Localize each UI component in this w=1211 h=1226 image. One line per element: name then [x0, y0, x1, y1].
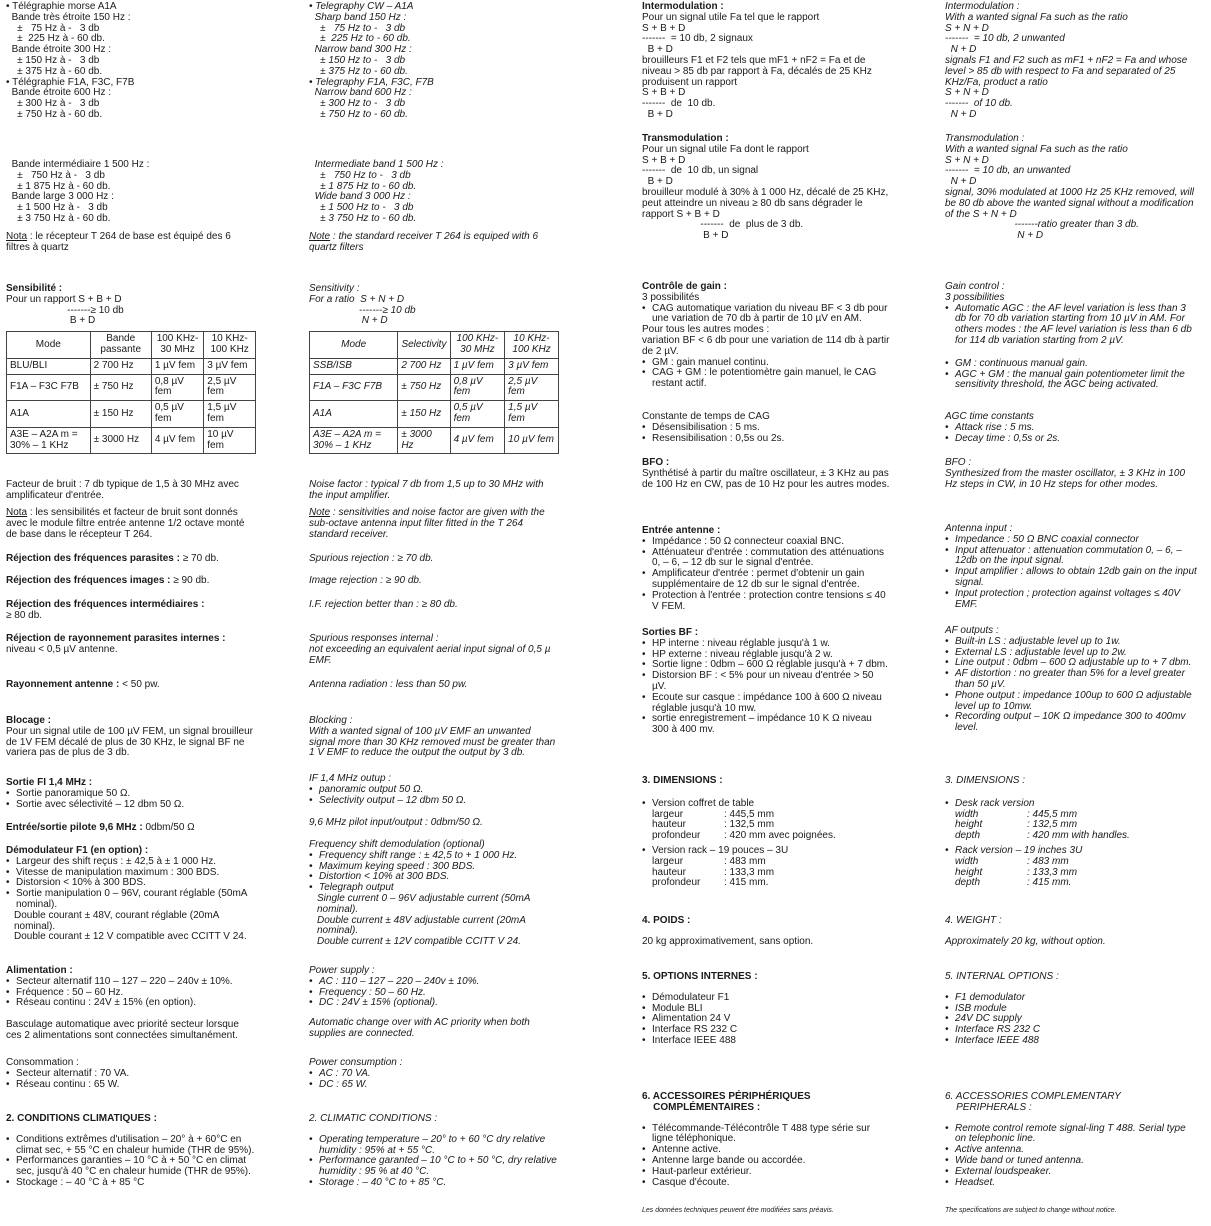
- bullet-item: • AF distortion : no greater than 5% for a level greater than 50 µV.: [945, 669, 1197, 691]
- footnote-en: The specifications are subject to change without notice.: [945, 1207, 1117, 1214]
- telegraphy-block: [6, 2, 256, 121]
- text-line: ± 1 875 Hz à - 60 db.: [6, 180, 111, 192]
- weight-section: 4. POIDS : 20 kg approximativement, sans option.: [642, 915, 814, 947]
- table-cell: 4 µV fem: [151, 427, 203, 454]
- text-line: ± 1 500 Hz to - 3 db: [309, 202, 414, 214]
- blocking-section: Blocage : Pour un signal utile de 100 µV FEM, un signal brouilleur de 1V FEM décalé de plus de 30 KHz, le signal BF ne variera pas de plus de 3 db.: [6, 715, 256, 759]
- text-line: ± 3 750 Hz to - 60 db.: [309, 212, 417, 224]
- bullet-item: • Built-in LS : adjustable level up to 1w.: [945, 637, 1197, 648]
- bullet-item: • HP interne : niveau réglable jusqu'à 1 w.: [642, 639, 890, 650]
- internal-options-section-en: 5. INTERNAL OPTIONS : • F1 demodulator • ISB module • 24V DC supply • Interface RS 232 C • Interface IEEE 488: [945, 972, 1197, 1044]
- transmodulation-section-en: Transmodulation : With a wanted signal Fa such as the ratio S + N + D ------- = 10 db, an unwanted N + D signal, 30% modulated at 1000 Hz 25 KHz removed, will be 80 db above the wanted signal without a modification of the S + N + D -------ratio greater than 3 db. N + D: [945, 133, 1195, 242]
- fsd-section-en: Frequency shift demodulation (optional) • Frequency shift range : ± 42,5 to + 1 000 Hz. • Maximum keying speed : 300 BDS. • Distortion < 10% at 300 BDS. • Telegraph output Single current 0 – 96V adjustable current (50mA nominal). Double current ± 48V adjustable current (20mA nominal). Double current ± 12V compatible CCITT V 24.: [309, 840, 559, 948]
- sensitivity-title-en: Sensitivity :: [309, 283, 360, 294]
- table-cell: 0,5 µV fem: [151, 401, 203, 428]
- sensitivity-note: Nota : les sensibilités et facteur de bruit sont donnés avec le module filtre entrée antenne 1/2 octave monté de base dans le récepteur T 264.: [6, 507, 245, 540]
- af-outputs-section-en: AF outputs : • Built-in LS : adjustable level up to 1w. • External LS : adjustable level up to 2w. • Line output : 0dbm – 600 Ω adjustable up to + 7 dbm. • AF distortion : no greater than 5% for a level greater than 50 µV. • Phone output : impedance 100up to 600 Ω adjustable level up to 10mw. • Recording output – 10K Ω impedance 300 to 400mv level.: [945, 626, 1197, 734]
- bullet-item: • Remote control remote signal-ling T 488. Serial type on telephonic line.: [945, 1124, 1197, 1146]
- dimension-label: profondeur: [652, 877, 701, 889]
- bullet-item: • Démodulateur F1: [642, 993, 890, 1004]
- bullet-item: • Recording output – 10K Ω impedance 300 to 400mv level.: [945, 712, 1197, 734]
- bullet-item: • Resensibilisation : 0,5s ou 2s.: [642, 434, 890, 445]
- dimension-value: : 445,5 mm: [724, 808, 775, 820]
- table-cell: 1,5 µV fem: [505, 401, 559, 428]
- text-line: ± 75 Hz to - 3 db: [309, 22, 406, 34]
- climatic-section-en: 2. CLIMATIC CONDITIONS : • Operating temperature – 20° to + 60 °C dry relative humidity : 95% at + 55 °C. • Performance garanted – 10 °C to + 50 °C, dry relative humidity : 95 % at 40 °C. • Storage : – 40 °C to + 85 °C.: [309, 1114, 559, 1189]
- text-line: ± 750 Hz à - 60 db.: [6, 108, 103, 120]
- bullet-item: • Frequency shift range : ± 42,5 to + 1 000 Hz.: [309, 851, 559, 862]
- telegraphy-block-en: [309, 2, 559, 121]
- column-header: 10 KHz-100 KHz: [505, 332, 559, 359]
- text-line: Double current ± 48V adjustable current (20mA nominal).: [317, 914, 529, 937]
- bullet-item: • Distorsion < 10% à 300 BDS.: [6, 878, 256, 889]
- table-row: [7, 401, 256, 428]
- bullet-item: • DC : 65 W.: [309, 1080, 559, 1091]
- table-cell: A1A: [310, 401, 398, 428]
- bullet-item: • Impédance : 50 Ω connecteur coaxial BNC.: [642, 537, 890, 548]
- dimension-value: : 420 mm avec poignées.: [724, 830, 836, 842]
- text-line: • Télégraphie F1A, F3C, F7B: [6, 76, 135, 88]
- bullet-item: • 24V DC supply: [945, 1014, 1197, 1025]
- bullet-item: • Conditions extrêmes d'utilisation – 20° à + 60°C en climat sec, + 55 °C en chaleur humide (THR de 95%).: [6, 1135, 256, 1157]
- sensitivity-ratio: [6, 295, 256, 327]
- text-line: ± 1 875 Hz to - 60 db.: [309, 180, 417, 192]
- bullet-item: • Selectivity output – 12 dbm 50 Ω.: [309, 796, 559, 807]
- bullet-item: • AC : 70 VA.: [309, 1069, 559, 1080]
- bullet-item: • Secteur alternatif : 70 VA.: [6, 1069, 256, 1080]
- table-cell: ± 3000 Hz: [90, 427, 151, 454]
- text-line: • Telegraphy CW – A1A: [309, 1, 414, 12]
- bullet-item: • Module BLI: [642, 1004, 890, 1015]
- dimensions-section: 3. DIMENSIONS : • Version coffret de table largeur : 445,5 mm hauteur : 132,5 mm profondeur : 420 mm avec poignées. • Version rack – 19 pouces – 3U largeur : 483 mm hauteur : 133,3 mm profondeur : 415 mm.: [642, 776, 890, 889]
- image-rejection: Réjection des fréquences images : ≥ 90 db.: [6, 575, 210, 586]
- text-line: ± 750 Hz to - 3 db: [309, 169, 411, 181]
- f1-demodulator-section: Démodulateur F1 (en option) : • Largeur des shift reçus : ± 42,5 à ± 1 000 Hz. • Vitesse de manipulation maximum : 300 BDS. • Distorsion < 10% à 300 BDS. • Sortie manipulation 0 – 96V, courant réglable (50mA nominal). Double courant ± 48V, courant réglable (20mA nominal). Double courant ± 12 V compatible avec CCITT V 24.: [6, 846, 256, 943]
- bullet-item: • AC : 110 – 127 – 220 – 240v ± 10%.: [309, 977, 559, 988]
- bullet-item: • Decay time : 0,5s or 2s.: [945, 434, 1197, 445]
- table-cell: 10 µV fem: [204, 427, 256, 454]
- table-cell: 1 µV fem: [151, 358, 203, 374]
- text-line: Double courant ± 48V, courant réglable (20mA nominal).: [14, 909, 222, 932]
- bullet-item: • Fréquence : 50 – 60 Hz.: [6, 988, 256, 999]
- intermodulation-section-en: Intermodulation : With a wanted signal Fa such as the ratio S + N + D ------- = 10 db, 2 unwanted N + D signals F1 and F2 such as mF1 + nF2 = Fa and whose level > 85 db with respect to Fa and separated of 25 KHz/Fa, product a ratio S + N + D ------- of 10 db. N + D: [945, 1, 1188, 120]
- bullet-item: • HP externe : niveau réglable jusqu'à 2 w.: [642, 650, 890, 661]
- bullet-item: • Input attenuator : attenuation commutation 0, – 6, – 12db on the input signal.: [945, 546, 1197, 568]
- bullet-item: • Automatic AGC : the AF level variation is less than 3 db for 70 db variation starting from 10 µV in AM. For others modes : the AF level variation is less than 6 db for 114 db variation starting from 2 µV.: [945, 304, 1197, 347]
- bullet-item: • GM : continuous manual gain.: [945, 359, 1197, 370]
- bullet-item: • Line output : 0dbm – 600 Ω adjustable up to + 7 dbm.: [945, 658, 1197, 669]
- text-line: • Télégraphie morse A1A: [6, 1, 117, 12]
- text-line: ± 225 Hz à - 60 db.: [6, 33, 105, 45]
- bullet-item: • Alimentation 24 V: [642, 1014, 890, 1025]
- antenna-radiation-en: Antenna radiation : less than 50 pw.: [309, 679, 468, 690]
- bullet-item: • External LS : adjustable level up to 2w.: [945, 648, 1197, 659]
- table-row: [310, 358, 559, 374]
- table-cell: ± 3000 Hz: [398, 427, 450, 454]
- spurious-internal-en: Spurious responses internal : not exceeding an equivalent aerial input signal of 0,5 µ EMF.: [309, 633, 551, 666]
- bfo-section-en: BFO : Synthesized from the master oscillator, ± 3 KHz in 100 Hz steps in CW, in 10 Hz steps for other modes.: [945, 457, 1188, 490]
- column-header: Mode: [310, 332, 398, 359]
- dimension-label: hauteur: [652, 866, 686, 878]
- internal-radiation: Réjection de rayonnement parasites internes : niveau < 0,5 µV antenne.: [6, 633, 226, 655]
- text-line: Double courant ± 12 V compatible avec CCITT V 24.: [14, 931, 247, 943]
- bullet-item: • Protection à l'entrée : protection contre tensions ≤ 40 V FEM.: [642, 591, 890, 613]
- table-row: [310, 427, 559, 454]
- dimension-label: width: [955, 855, 979, 867]
- intermediate-band-block: [6, 160, 256, 225]
- bullet-item: • Headset.: [945, 1178, 1197, 1189]
- if-rejection-en: I.F. rejection better than : ≥ 80 db.: [309, 599, 458, 610]
- table-cell: 2 700 Hz: [90, 358, 151, 374]
- text-line: N + D: [309, 315, 388, 327]
- accessories-section-en: 6. ACCESSORIES COMPLEMENTARY PERIPHERALS : • Remote control remote signal-ling T 488. Serial type on telephonic line. • Active antenna. • Wide band or tuned antenna. • External loudspeaker. • Headset.: [945, 1092, 1197, 1188]
- column-header: 100 KHz-30 MHz: [450, 332, 505, 359]
- bullet-item: • Casque d'écoute.: [642, 1178, 890, 1189]
- table-cell: 0,8 µV fem: [151, 374, 203, 401]
- noise-factor-en: Noise factor : typical 7 db from 1,5 up to 30 MHz with the input amplifier.: [309, 479, 544, 501]
- text-line: Narrow band 600 Hz :: [309, 87, 412, 99]
- bullet-item: • Réseau continu : 24V ± 15% (en option).: [6, 998, 256, 1009]
- consumption-section: Consommation : • Secteur alternatif : 70 VA. • Réseau continu : 65 W.: [6, 1058, 256, 1090]
- table-cell: 3 µV fem: [204, 358, 256, 374]
- text-line: Wide band 3 000 Hz :: [309, 191, 411, 203]
- dimensions-section-en: 3. DIMENSIONS : • Desk rack version width : 445,5 mm height : 132,5 mm depth : 420 mm with handles. • Rack version – 19 inches 3U width : 483 mm height : 133,3 mm depth : 415 mm.: [945, 776, 1197, 889]
- dimension-value: : 445,5 mm: [1027, 808, 1078, 820]
- dimension-label: height: [955, 819, 983, 831]
- if-output-section-en: IF 1,4 MHz outup : • panoramic output 50 Ω. • Selectivity output – 12 dbm 50 Ω.: [309, 774, 559, 806]
- bullet-item: • Input amplifier : allows to obtain 12db gain on the input signal.: [945, 567, 1197, 589]
- bullet-item: • Sortie panoramique 50 Ω.: [6, 789, 256, 800]
- antenna-input-section-en: Antenna input : • Impedance : 50 Ω BNC coaxial connector • Input attenuator : attenuation commutation 0, – 6, – 12db on the input signal. • Input amplifier : allows to obtain 12db gain on the input signal. • Input protection ; protection against voltages ≤ 40V EMF.: [945, 524, 1197, 610]
- text-line: ± 1 500 Hz à - 3 db: [6, 202, 108, 214]
- bullet-item: • Wide band or tuned antenna.: [945, 1156, 1197, 1167]
- footnote: Les données techniques peuvent être modifiées sans préavis.: [642, 1207, 834, 1214]
- bullet-item: • Interface IEEE 488: [945, 1036, 1197, 1044]
- table-cell: SSB/ISB: [310, 358, 398, 374]
- bullet-item: • Frequency : 50 – 60 Hz.: [309, 988, 559, 999]
- table-cell: 10 µV fem: [505, 427, 559, 454]
- bullet-item: • sortie enregistrement – impédance 10 K Ω niveau 300 à 400 mv.: [642, 714, 890, 736]
- text-line: ± 375 Hz to - 60 db.: [309, 65, 408, 77]
- text-line: ± 150 Hz à - 3 db: [6, 54, 100, 66]
- text-line: ± 3 750 Hz à - 60 db.: [6, 212, 111, 224]
- transmodulation-section: Transmodulation : Pour un signal utile Fa dont le rapport S + B + D ------- de 10 db, un signal B + D brouilleur modulé à 30% à 1 000 Hz, décalé de 25 KHz, peut atteindre un niveau ≥ 80 db sans dégrader le rapport S + B + D ------- de plus de 3 db. B + D: [642, 133, 889, 242]
- text-line: Bande très étroite 150 Hz :: [6, 11, 131, 23]
- column-header: 10 KHz-100 KHz: [204, 332, 256, 359]
- text-line: ± 375 Hz à - 60 db.: [6, 65, 103, 77]
- dimension-label: largeur: [652, 808, 684, 820]
- bullet-item: • Vitesse de manipulation maximum : 300 BDS.: [6, 868, 256, 879]
- consumption-section-en: Power consumption : • AC : 70 VA. • DC : 65 W.: [309, 1058, 559, 1090]
- bullet-item: • Active antenna.: [945, 1145, 1197, 1156]
- sensitivity-table: [6, 331, 256, 454]
- dimension-label: largeur: [652, 855, 684, 867]
- table-row: [7, 358, 256, 374]
- text-line: Single current 0 – 96V adjustable current (50mA nominal).: [317, 892, 533, 915]
- auto-switch-text: Basculage automatique avec priorité secteur lorsque ces 2 alimentations sont connectées simultanément.: [6, 1019, 239, 1041]
- text-line: ± 225 Hz to - 60 db.: [309, 33, 411, 45]
- gain-control-section: Contrôle de gain : 3 possibilités • CAG automatique variation du niveau BF < 3 db pour une variation de 70 db à partir de 10 µV en AM. Pour tous les autres modes : variation BF < 6 db pour une variation de 114 db à partir de 2 µV. • GM : gain manuel continu. • CAG + GM : le potentiomètre gain manuel, le CAG restant actif.: [642, 282, 890, 390]
- bullet-item: • Antenne active.: [642, 1145, 890, 1156]
- bullet-item: • Attack rise : 5 ms.: [945, 423, 1197, 434]
- text-line: B + D: [6, 315, 96, 327]
- table-row: [7, 374, 256, 401]
- bullet-item: • Interface IEEE 488: [642, 1036, 890, 1044]
- antenna-radiation: Rayonnement antenne : < 50 pw.: [6, 679, 160, 690]
- dimension-label: profondeur: [652, 830, 701, 842]
- table-row: [310, 401, 559, 428]
- bullet-item: • Antenne large bande ou accordée.: [642, 1156, 890, 1167]
- bullet-item: • Largeur des shift reçus : ± 42,5 à ± 1 000 Hz.: [6, 857, 256, 868]
- auto-switch-text-en: Automatic change over with AC priority when both supplies are connected.: [309, 1017, 530, 1039]
- bullet-item: • External loudspeaker.: [945, 1167, 1197, 1178]
- table-cell: ± 750 Hz: [398, 374, 450, 401]
- dimension-label: depth: [955, 877, 981, 889]
- table-cell: 0,5 µV fem: [450, 401, 505, 428]
- pilot-io: Entrée/sortie pilote 9,6 MHz : 0dbm/50 Ω: [6, 822, 195, 833]
- table-row: [7, 427, 256, 454]
- dimension-value: : 483 mm: [724, 855, 766, 867]
- text-line: Narrow band 300 Hz :: [309, 44, 412, 56]
- bullet-item: • Télécommande-Télécontrôle T 488 type série sur ligne téléphonique.: [642, 1124, 890, 1146]
- noise-factor: Facteur de bruit : 7 db typique de 1,5 à 30 MHz avec amplificateur d'entrée.: [6, 479, 239, 501]
- blocking-section-en: Blocking : With a wanted signal of 100 µV EMF an unwanted signal more than 30 KHz removed must be greater than 1 V EMF to reduce the output the output by 3 db.: [309, 715, 559, 759]
- table-cell: 0,8 µV fem: [450, 374, 505, 401]
- bullet-item: • Performances garanties – 10 °C à + 50 °C en climat sec, jusqu'à 40 °C en chaleur humide (THR de 95%).: [6, 1156, 256, 1178]
- table-cell: 2,5 µV fem: [505, 374, 559, 401]
- bullet-item: • Input protection ; protection against voltages ≤ 40V EMF.: [945, 589, 1197, 611]
- column-header: Mode: [7, 332, 91, 359]
- text-line: -------≥ 10 db: [309, 304, 416, 316]
- bullet-item: • GM : gain manuel continu.: [642, 358, 890, 369]
- text-line: -------≥ 10 db: [6, 304, 124, 316]
- dimension-value: : 483 mm: [1027, 855, 1069, 867]
- sensitivity-section: [6, 284, 256, 454]
- dimension-label: height: [955, 866, 983, 878]
- antenna-input-section: Entrée antenne : • Impédance : 50 Ω connecteur coaxial BNC. • Atténuateur d'entrée : commutation des atténuations 0, – 6, – 12 db sur le signal d'entrée. • Amplificateur d'entrée : permet d'obtenir un gain supplémentaire de 12 db sur le signal d'entrée. • Protection à l'entrée : protection contre tensions ≤ 40 V FEM.: [642, 526, 890, 612]
- bullet-item: • Telegraph output: [309, 883, 559, 894]
- filter-note: Nota : le récepteur T 264 de base est équipé des 6 filtres à quartz: [6, 231, 231, 253]
- bullet-item: • Distorsion BF : < 5% pour un niveau d'entrée > 50 µV.: [642, 671, 890, 693]
- spurious-rejection-en: Spurious rejection : ≥ 70 db.: [309, 553, 434, 564]
- bullet-item: • Phone output : impedance 100up to 600 Ω adjustable level up to 10mw.: [945, 691, 1197, 713]
- text-line: • Telegraphy F1A, F3C, F7B: [309, 76, 434, 88]
- bullet-item: • Secteur alternatif 110 – 127 – 220 – 240v ± 10%.: [6, 977, 256, 988]
- table-row: [310, 374, 559, 401]
- intermediate-band-block-en: [309, 160, 559, 225]
- dimension-label: depth: [955, 830, 981, 842]
- bullet-item: • Maximum keying speed : 300 BDS.: [309, 862, 559, 873]
- bullet-item: • Storage : – 40 °C to + 85 °C.: [309, 1178, 559, 1189]
- bullet-item: • CAG automatique variation du niveau BF < 3 db pour une variation de 70 db à partir de 10 µV en AM.: [642, 304, 890, 326]
- column-header: Bande passante: [90, 332, 151, 359]
- climatic-section: 2. CONDITIONS CLIMATIQUES : • Conditions extrêmes d'utilisation – 20° à + 60°C en climat sec, + 55 °C en chaleur humide (THR de 95%). • Performances garanties – 10 °C à + 50 °C en climat sec, jusqu'à 40 °C en chaleur humide (THR de 95%). • Stockage : – 40 °C à + 85 °C: [6, 1114, 256, 1189]
- table-cell: A3E – A2A m = 30% – 1 KHz: [310, 427, 398, 454]
- table-cell: F1A – F3C F7B: [310, 374, 398, 401]
- bullet-item: • Réseau continu : 65 W.: [6, 1080, 256, 1091]
- text-line: ± 300 Hz à - 3 db: [6, 98, 100, 110]
- table-cell: 3 µV fem: [505, 358, 559, 374]
- column-header: 100 KHz-30 MHz: [151, 332, 203, 359]
- text-line: Pour un rapport S + B + D: [6, 293, 122, 305]
- text-line: For a ratio S + N + D: [309, 293, 405, 305]
- bullet-item: • ISB module: [945, 1004, 1197, 1015]
- agc-constant-section: Constante de temps de CAG • Désensibilisation : 5 ms. • Resensibilisation : 0,5s ou 2s.: [642, 412, 890, 444]
- table-cell: 1 µV fem: [450, 358, 505, 374]
- bullet-item: • Amplificateur d'entrée : permet d'obtenir un gain supplémentaire de 12 db sur le signal d'entrée.: [642, 569, 890, 591]
- table-cell: BLU/BLI: [7, 358, 91, 374]
- sensitivity-table-en: [309, 331, 559, 454]
- pilot-io-en: 9,6 MHz pilot input/output : 0dbm/50 Ω.: [309, 817, 483, 828]
- text-line: ± 300 Hz to - 3 db: [309, 98, 406, 110]
- bullet-item: • Ecoute sur casque : impédance 100 à 600 Ω niveau réglable jusqu'à 10 mw.: [642, 693, 890, 715]
- image-rejection-en: Image rejection : ≥ 90 db.: [309, 575, 422, 586]
- table-cell: A1A: [7, 401, 91, 428]
- table-cell: F1A – F3C F7B: [7, 374, 91, 401]
- dimension-value: : 132,5 mm: [1027, 819, 1078, 831]
- bullet-item: • Sortie avec sélectivité – 12 dbm 50 Ω.: [6, 800, 256, 811]
- table-cell: ± 750 Hz: [90, 374, 151, 401]
- text-line: Bande intermédiaire 1 500 Hz :: [6, 159, 150, 170]
- bullet-item: • F1 demodulator: [945, 993, 1197, 1004]
- text-line: Intermediate band 1 500 Hz :: [309, 159, 444, 170]
- bullet-item: • Haut-parleur extérieur.: [642, 1167, 890, 1178]
- text-line: Bande étroite 300 Hz :: [6, 44, 112, 56]
- bullet-item: • Atténuateur d'entrée : commutation des atténuations 0, – 6, – 12 db sur le signal d'entrée.: [642, 548, 890, 570]
- bullet-item: • Distortion < 10% at 300 BDS.: [309, 872, 559, 883]
- text-line: ± 75 Hz à - 3 db: [6, 22, 100, 34]
- table-header-row: [7, 332, 256, 359]
- bullet-item: • panoramic output 50 Ω.: [309, 785, 559, 796]
- intermodulation-section: Intermodulation : Pour un signal utile Fa tel que le rapport S + B + D ------- = 10 db, 2 signaux B + D brouilleurs F1 et F2 tels que mF1 + nF2 = Fa et de niveau > 85 db par rapport à Fa, décalés de 25 KHz produisent un rapport S + B + D ------- de 10 db. B + D: [642, 1, 872, 120]
- text-line: Bande étroite 600 Hz :: [6, 87, 112, 99]
- sensitivity-section-en: [309, 284, 559, 454]
- table-cell: ± 150 Hz: [90, 401, 151, 428]
- text-line: Double current ± 12V compatible CCITT V 24.: [317, 936, 521, 948]
- bullet-item: • DC : 24V ± 15% (optional).: [309, 998, 559, 1009]
- dimension-value: : 415 mm.: [724, 877, 769, 889]
- gain-control-section-en: Gain control : 3 possibilities • Automatic AGC : the AF level variation is less than 3 db for 70 db variation starting from 10 µV in AM. For others modes : the AF level variation is less than 6 db for 114 db variation starting from 2 µV. • GM : continuous manual gain. • AGC + GM : the manual gain potentiometer limit the sensitivity threshold, the AGC being activated.: [945, 282, 1197, 391]
- if-rejection: Réjection des fréquences intermédiaires : ≥ 80 db.: [6, 599, 205, 621]
- dimension-value: : 132,5 mm: [724, 819, 775, 831]
- table-header-row: [310, 332, 559, 359]
- bullet-item: • Sortie manipulation 0 – 96V, courant réglable (50mA nominal).: [6, 889, 256, 911]
- text-line: ± 750 Hz à - 3 db: [6, 169, 105, 181]
- af-outputs-section: Sorties BF : • HP interne : niveau réglable jusqu'à 1 w. • HP externe : niveau réglable jusqu'à 2 w. • Sortie ligne : 0dbm – 600 Ω réglable jusqu'à + 7 dbm. • Distorsion BF : < 5% pour un niveau d'entrée > 50 µV. • Ecoute sur casque : impédance 100 à 600 Ω niveau réglable jusqu'à 10 mw. • sortie enregistrement – impédance 10 K Ω niveau 300 à 400 mv.: [642, 628, 890, 736]
- bullet-item: • CAG + GM : le potentiomètre gain manuel, le CAG restant actif.: [642, 368, 890, 390]
- dimension-value: : 133,3 mm: [724, 866, 775, 878]
- sensitivity-note-en: Note : sensitivities and noise factor are given with the sub-octave antenna input filter fitted in the T 264 standard receiver.: [309, 507, 545, 540]
- dimension-label: width: [955, 808, 979, 820]
- bullet-item: • Sortie ligne : 0dbm – 600 Ω réglable jusqu'à + 7 dbm.: [642, 660, 890, 671]
- text-line: ± 150 Hz to - 3 db: [309, 54, 406, 66]
- agc-constant-section-en: AGC time constants • Attack rise : 5 ms. • Decay time : 0,5s or 2s.: [945, 412, 1197, 444]
- sensitivity-title: Sensibilité :: [6, 283, 63, 294]
- power-supply-section: Alimentation : • Secteur alternatif 110 – 127 – 220 – 240v ± 10%. • Fréquence : 50 – 60 Hz. • Réseau continu : 24V ± 15% (en option).: [6, 966, 256, 1009]
- dimension-value: : 415 mm.: [1027, 877, 1072, 889]
- dimension-value: : 133,3 mm: [1027, 866, 1078, 878]
- bullet-item: • Operating temperature – 20° to + 60 °C dry relative humidity : 95% at + 55 °C.: [309, 1135, 559, 1157]
- dimension-label: hauteur: [652, 819, 686, 831]
- bullet-item: • Stockage : – 40 °C à + 85 °C: [6, 1178, 256, 1189]
- table-cell: 4 µV fem: [450, 427, 505, 454]
- bfo-section: BFO : Synthétisé à partir du maître oscillateur, ± 3 KHz au pas de 100 Hz en CW, pas de 10 Hz pour les autres modes.: [642, 457, 892, 490]
- table-cell: 2,5 µV fem: [204, 374, 256, 401]
- column-header: Selectivity: [398, 332, 450, 359]
- bullet-item: • Impedance : 50 Ω BNC coaxial connector: [945, 535, 1197, 546]
- dimension-value: : 420 mm with handles.: [1027, 830, 1130, 842]
- text-line: Sharp band 150 Hz :: [309, 11, 407, 23]
- table-cell: 1,5 µV fem: [204, 401, 256, 428]
- bullet-item: • Performance garanted – 10 °C to + 50 °C, dry relative humidity : 95 % at 40 °C.: [309, 1156, 559, 1178]
- text-line: ± 750 Hz to - 60 db.: [309, 108, 408, 120]
- power-supply-section-en: Power supply : • AC : 110 – 127 – 220 – 240v ± 10%. • Frequency : 50 – 60 Hz. • DC : 24V ± 15% (optional).: [309, 966, 559, 1009]
- bullet-item: • Désensibilisation : 5 ms.: [642, 423, 890, 434]
- accessories-section: 6. ACCESSOIRES PÉRIPHÉRIQUES COMPLÉMENTAIRES : • Télécommande-Télécontrôle T 488 type série sur ligne téléphonique. • Antenne active. • Antenne large bande ou accordée. • Haut-parleur extérieur. • Casque d'écoute.: [642, 1092, 890, 1188]
- table-cell: ± 150 Hz: [398, 401, 450, 428]
- bullet-item: • Interface RS 232 C: [945, 1025, 1197, 1036]
- if-output-section: Sortie FI 1,4 MHz : • Sortie panoramique 50 Ω. • Sortie avec sélectivité – 12 dbm 50 Ω.: [6, 778, 256, 810]
- bullet-item: • AGC + GM : the manual gain potentiometer limit the sensitivity threshold, the AGC being activated.: [945, 370, 1197, 392]
- internal-options-section: 5. OPTIONS INTERNES : • Démodulateur F1 • Module BLI • Alimentation 24 V • Interface RS 232 C • Interface IEEE 488: [642, 972, 890, 1044]
- text-line: Bande large 3 000 Hz :: [6, 191, 114, 203]
- weight-section-en: 4. WEIGHT : Approximately 20 kg, without option.: [945, 915, 1106, 947]
- filter-note-en: Note : the standard receiver T 264 is equiped with 6 quartz filters: [309, 231, 539, 253]
- spurious-rejection: Réjection des fréquences parasites : ≥ 70 db.: [6, 553, 219, 564]
- bullet-item: • Interface RS 232 C: [642, 1025, 890, 1036]
- table-cell: 2 700 Hz: [398, 358, 450, 374]
- table-cell: A3E – A2A m = 30% – 1 KHz: [7, 427, 91, 454]
